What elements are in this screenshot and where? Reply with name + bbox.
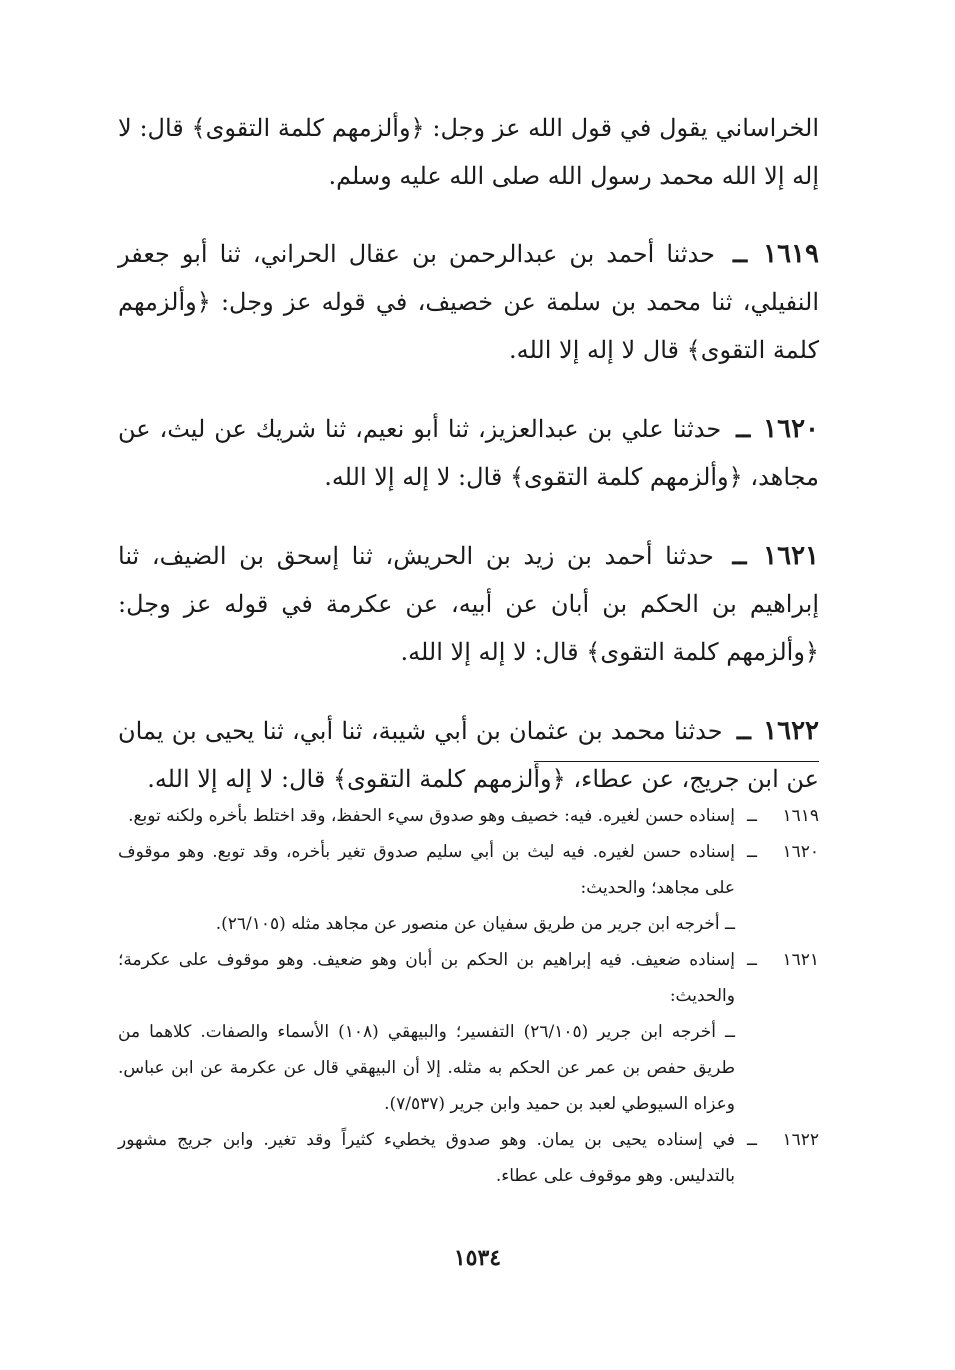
footnote-1619: [118, 798, 819, 834]
footnote-dash: ــ: [747, 806, 757, 826]
footnote-dash: ــ: [747, 1130, 757, 1150]
page-content: [118, 104, 820, 1186]
page-number: ١٥٣٤: [453, 1245, 502, 1271]
hadith-text: حدثنا أحمد بن عبدالرحمن بن عقال الحراني، ثنا أبو جعفر النفيلي، ثنا محمد بن سلمة عن خصيف، في قوله عز وجل: ﴿وألزمهم كلمة التقوى﴾ قال لا إله إلا الله.: [118, 240, 819, 364]
hadith-1622: [118, 707, 819, 803]
footnote-1620: [118, 834, 819, 942]
hadith-1620: [118, 405, 819, 501]
hadith-1621: [118, 532, 819, 676]
hadith-text: حدثنا علي بن عبدالعزيز، ثنا أبو نعيم، ثنا شريك عن ليث، عن مجاهد، ﴿وألزمهم كلمة التقوى﴾ قال: لا إله إلا الله.: [118, 415, 819, 491]
footnote-number: ١٦٢١: [782, 950, 819, 970]
hadith-dash: ــ: [732, 541, 747, 570]
hadith-number: ١٦١٩: [763, 239, 819, 269]
footnote-number: ١٦٢٠: [782, 842, 819, 862]
footnote-line: ــ أخرجه ابن جرير (٢٦/١٠٥) التفسير؛ والبيهقي (١٠٨) الأسماء والصفات. كلاهما من طريق حفص بن عمر عن الحكم به مثله. إلا أن البيهقي قال عن عكرمة عن ابن عباس. وعزاه السيوطي لعبد بن حميد وابن جرير (٧/٥٣٧).: [118, 1022, 735, 1114]
footnote-1622: [118, 1122, 819, 1194]
footnote-body: [118, 834, 735, 942]
hadith-number: ١٦٢٢: [763, 716, 820, 746]
footnote-line: إسناده ضعيف. فيه إبراهيم بن الحكم بن أبان وهو ضعيف. وهو موقوف على عكرمة؛ والحديث:: [118, 950, 735, 1006]
footnote-line: ــ أخرجه ابن جرير من طريق سفيان عن منصور عن مجاهد مثله (٢٦/١٠٥).: [215, 914, 735, 934]
footnote-1621: [118, 942, 819, 1122]
footnote-body: [118, 942, 735, 1122]
hadith-dash: ــ: [736, 716, 751, 745]
footnote-dash: ــ: [747, 842, 757, 862]
footnote-body: [118, 1122, 735, 1194]
footnote-dash: ــ: [747, 950, 757, 970]
hadith-dash: ــ: [733, 239, 748, 268]
footnote-body: [118, 798, 735, 834]
footnote-line: إسناده حسن لغيره. فيه ليث بن أبي سليم صدوق تغير بأخره، وقد توبع. وهو موقوف على مجاهد؛ والحديث:: [118, 842, 735, 898]
hadith-text: حدثنا محمد بن عثمان بن أبي شيبة، ثنا أبي، ثنا يحيى بن يمان عن ابن جريج، عن عطاء، ﴿وألزمهم كلمة التقوى﴾ قال: لا إله إلا الله.: [118, 717, 819, 793]
footnote-number: ١٦١٩: [782, 806, 819, 826]
hadith-number: ١٦٢١: [763, 541, 819, 571]
footnote-divider: [534, 761, 819, 762]
footnote-number: ١٦٢٢: [782, 1130, 819, 1150]
hadith-number: ١٦٢٠: [763, 414, 820, 444]
intro-paragraph: الخراساني يقول في قول الله عز وجل: ﴿وألزمهم كلمة التقوى﴾ قال: لا إله إلا الله محمد رسول الله صلى الله عليه وسلم.: [118, 114, 819, 190]
footnotes-section: [118, 798, 819, 1194]
footnote-line: إسناده حسن لغيره. فيه: خصيف وهو صدوق سيء الحفظ، وقد اختلط بأخره ولكنه توبع.: [128, 806, 735, 826]
hadith-1619: [118, 230, 819, 374]
hadith-text: حدثنا أحمد بن زيد بن الحريش، ثنا إسحق بن الضيف، ثنا إبراهيم بن الحكم بن أبان عن أبيه، عن عكرمة في قوله عز وجل: ﴿وألزمهم كلمة التقوى﴾ قال: لا إله إلا الله.: [118, 542, 819, 666]
footnote-line: في إسناده يحيى بن يمان. وهو صدوق يخطيء كثيراً وقد تغير. وابن جريج مشهور بالتدليس. وهو موقوف على عطاء.: [118, 1130, 735, 1186]
hadith-dash: ــ: [736, 414, 751, 443]
